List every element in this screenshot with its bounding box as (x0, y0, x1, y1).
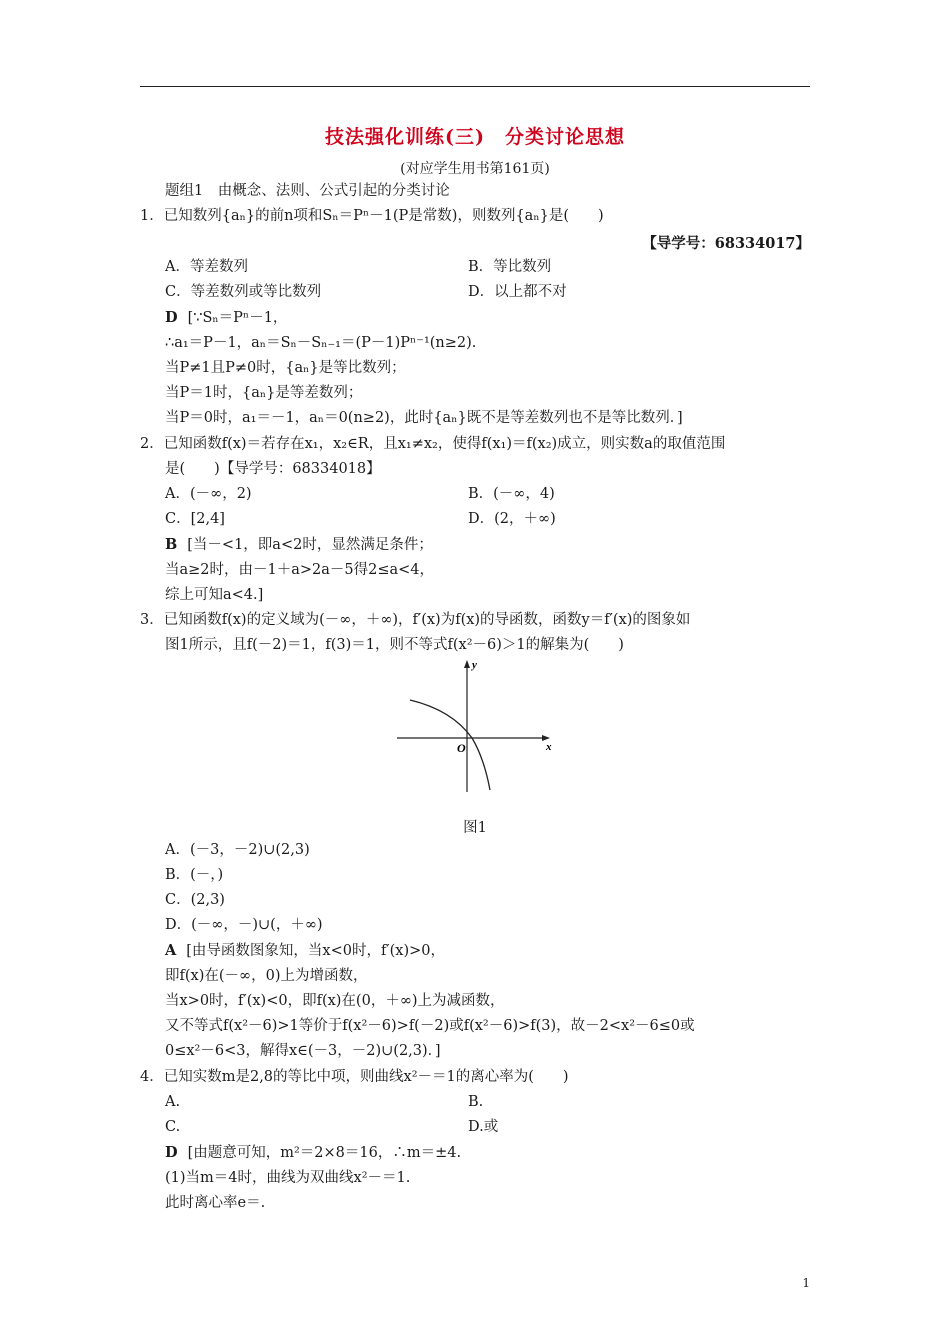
q3-solution-line-3: 当x>0时，f′(x)<0，即f(x)在(0，＋∞)上为减函数， (165, 993, 505, 1009)
q2-solution-text-1: [当－<1，即a<2时，显然满足条件； (187, 537, 433, 553)
q1-solution-line-4: 当P＝1时，{aₙ}是等差数列； (165, 385, 363, 401)
q3-solution-line-1 (165, 941, 445, 961)
q1-solution-line-2: ∴a₁＝P－1，aₙ＝Sₙ－Sₙ₋₁＝(P－1)Pⁿ⁻¹(n≥2). (165, 335, 477, 351)
q1-option-c: C．等差数列或等比数列 (165, 284, 322, 300)
q3-option-b: B．(－，) (165, 867, 224, 883)
q4-option-c: C. (165, 1119, 181, 1135)
q1-solution-line-5: 当P＝0时，a₁＝－1，aₙ＝0(n≥2)，此时{aₙ}既不是等差数列也不是等比数列．] (165, 410, 683, 426)
q4-option-b: B. (468, 1094, 484, 1110)
figure-caption: 图1 (463, 820, 487, 836)
q3-option-a: A．(－3，－2)∪(2,3) (165, 842, 310, 858)
q1-stem: 1．已知数列{aₙ}的前n项和Sₙ＝Pⁿ－1(P是常数)，则数列{aₙ}是( ) (140, 208, 604, 224)
q4-stem: 4．已知实数m是2,8的等比中项，则曲线x²－＝1的离心率为( ) (140, 1069, 569, 1085)
q2-answer: B (165, 536, 178, 553)
q2-option-c: C．[2,4] (165, 511, 225, 527)
page-title: 技法强化训练(三) 分类讨论思想 (325, 126, 625, 148)
q2-option-b: B．(－∞，4) (468, 486, 555, 502)
header-rule (140, 86, 810, 87)
q2-solution-line-2: 当a≥2时，由－1＋a>2a－5得2≤a<4， (165, 562, 435, 578)
q3-option-d: D．(－∞，－)∪(，＋∞) (165, 917, 323, 933)
q2-option-a: A．(－∞，2) (165, 486, 252, 502)
y-axis-arrow-icon (464, 660, 470, 668)
q2-stem-line-1: 2．已知函数f(x)＝若存在x₁，x₂∈R，且x₁≠x₂，使得f(x₁)＝f(x₂)成立，则实数a的取值范围 (140, 436, 726, 452)
q3-answer: A (165, 942, 177, 959)
q4-option-d: D.或 (468, 1119, 499, 1135)
q3-stem-line-2: 图1所示，且f(－2)＝1，f(3)＝1，则不等式f(x²－6)＞1的解集为( ) (165, 637, 624, 653)
q1-option-d: D．以上都不对 (468, 284, 567, 300)
q4-solution-line-2: (1)当m＝4时，曲线为双曲线x²－＝1. (165, 1170, 411, 1186)
q3-stem-line-1: 3．已知函数f(x)的定义域为(－∞，＋∞)，f′(x)为f(x)的导函数，函数y＝f′(x)的图象如 (140, 612, 691, 628)
q2-option-d: D．(2，＋∞) (468, 511, 556, 527)
q1-solution-line-3: 当P≠1且P≠0时，{aₙ}是等比数列； (165, 360, 406, 376)
section-heading: 题组1 由概念、法则、公式引起的分类讨论 (165, 183, 450, 199)
q3-option-c: C．(2,3) (165, 892, 225, 908)
q1-guide-number: 【导学号：68334017】 (642, 235, 810, 252)
q4-answer: D (165, 1144, 178, 1161)
derivative-curve (410, 700, 490, 790)
q3-solution-line-2: 即f(x)在(－∞，0)上为增函数， (165, 968, 368, 984)
q4-option-a: A. (165, 1094, 181, 1110)
q2-stem-line-2: 是( )【导学号：68334018】 (165, 461, 381, 477)
q3-solution-line-5: 0≤x²－6<3，解得x∈(－3，－2)∪(2,3)．] (165, 1043, 441, 1059)
q2-solution-line-3: 综上可知a<4.] (165, 587, 264, 603)
q4-solution-text-1: [由题意可知，m²＝2×8＝16，∴m＝±4. (187, 1145, 462, 1161)
q1-solution-line-1 (165, 308, 287, 328)
q4-solution-line-3: 此时离心率e＝. (165, 1195, 266, 1211)
y-axis-label: y (472, 659, 477, 671)
q1-option-a: A．等差数列 (165, 259, 248, 275)
derivative-graph-figure (392, 654, 562, 796)
x-axis-label: x (546, 741, 552, 753)
q2-solution-line-1 (165, 535, 433, 555)
q3-solution-text-1: [由导函数图象知，当x<0时，f′(x)>0， (186, 943, 445, 959)
page-number: 1 (802, 1276, 810, 1290)
page-subtitle: (对应学生用书第161页) (400, 161, 550, 177)
q1-solution-text-1: [∵Sₙ＝Pⁿ－1， (187, 310, 288, 326)
q1-answer: D (165, 309, 178, 326)
q3-solution-line-4: 又不等式f(x²－6)>1等价于f(x²－6)>f(－2)或f(x²－6)>f(3)，故－2<x²－6≤0或 (165, 1018, 695, 1034)
origin-label: O (457, 741, 466, 755)
q4-solution-line-1 (165, 1143, 461, 1163)
q1-option-b: B．等比数列 (468, 259, 552, 275)
